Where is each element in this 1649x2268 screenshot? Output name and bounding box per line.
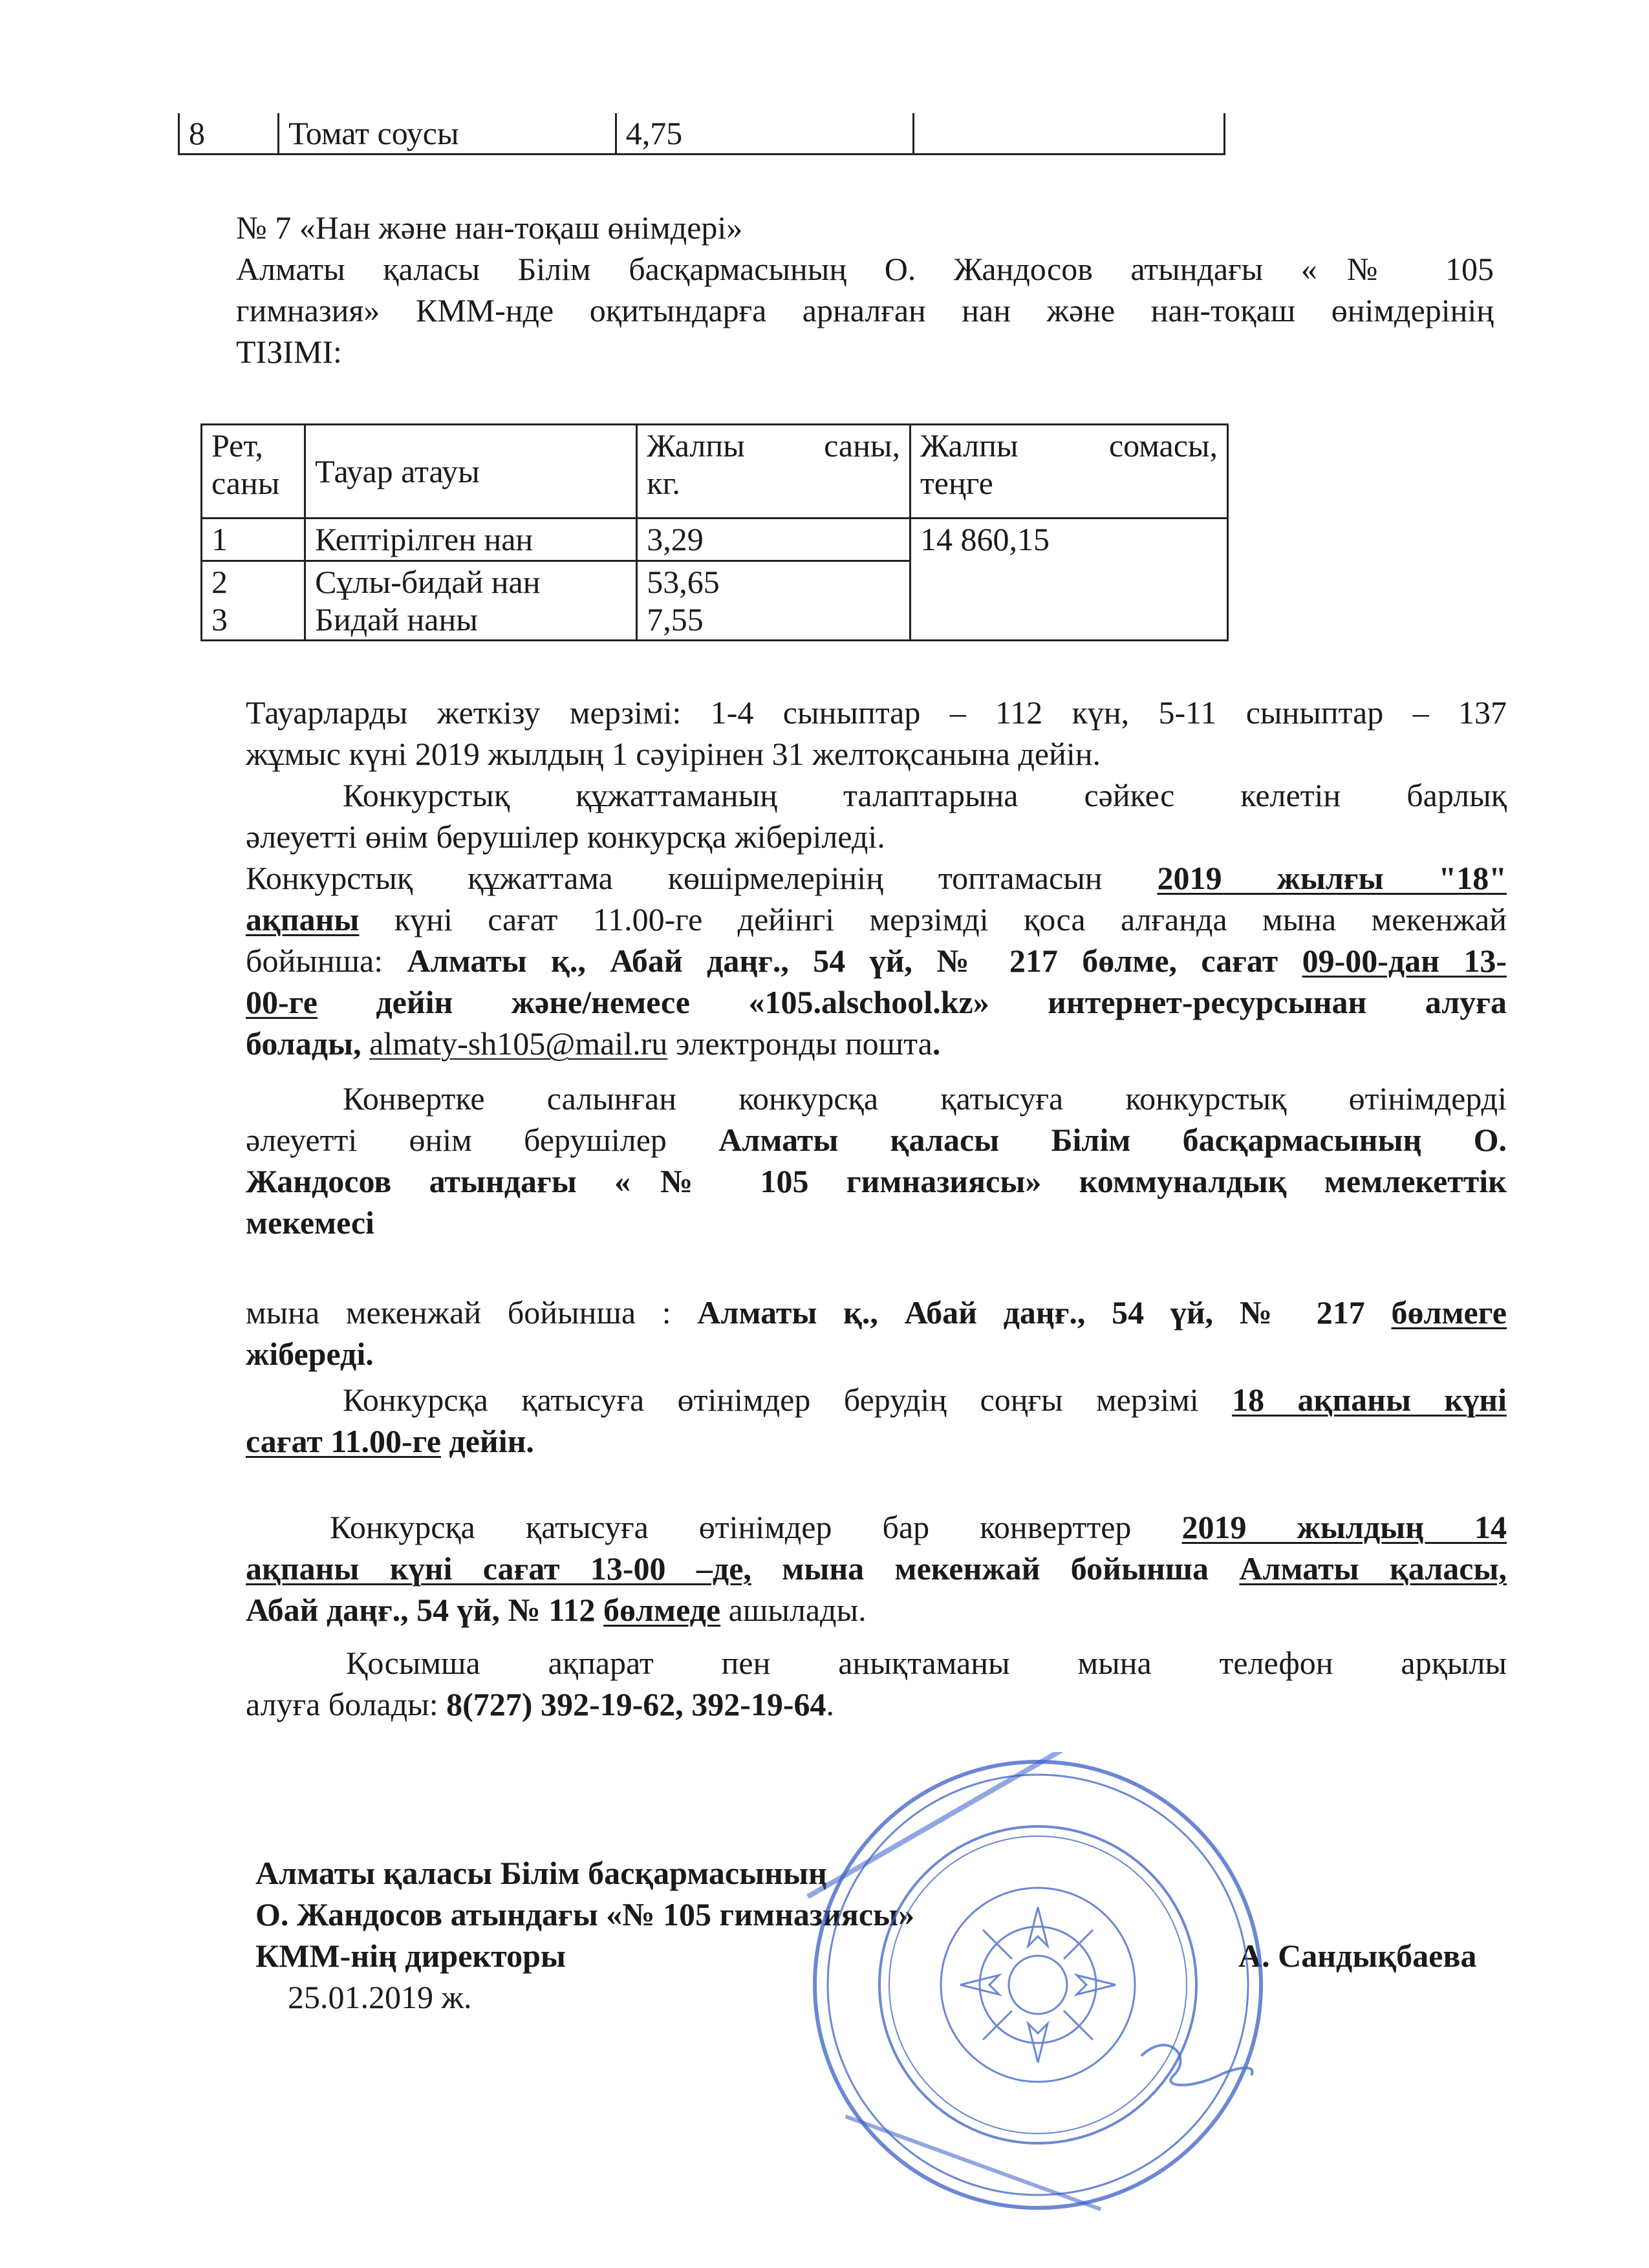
paragraph-line: Конкурстық құжаттаманың талаптарына сәйкес келетін барлық bbox=[343, 777, 1507, 813]
signature-line: Алматы қаласы Білім басқармасының bbox=[255, 1855, 827, 1891]
paragraph-line: әлеуетті өнім берушілер Алматы қаласы Білім басқармасының О. bbox=[246, 1122, 1507, 1158]
table-row bbox=[179, 113, 1225, 155]
signature-scribble bbox=[1141, 2045, 1253, 2085]
products-table bbox=[200, 423, 1229, 641]
paragraph-line: бойынша: Алматы қ., Абай даңғ., 54 үй, № 217 бөлме, сағат 09-00-дан 13- bbox=[246, 943, 1507, 979]
paragraph-line: Жандосов атындағы «№ 105 гимназиясы» коммуналдық мемлекеттік bbox=[246, 1163, 1507, 1199]
paragraph-line: әлеуетті өнім берушілер конкурсқа жіберіледі. bbox=[246, 818, 885, 855]
paragraph-line: сағат 11.00-ге дейін. bbox=[246, 1423, 534, 1459]
table-header-row bbox=[202, 425, 1228, 519]
header-text: саны bbox=[211, 465, 280, 501]
paragraph-line: 00-ге дейін және/немесе «105.alschool.kz» интернет-ресурсынан алуға bbox=[246, 984, 1507, 1020]
delivery-line: Тауарларды жеткізу мерзімі: 1-4 сыныптар – 112 күн, 5-11 сыныптар – 137 bbox=[246, 694, 1507, 731]
table-cell: 8 bbox=[179, 113, 279, 155]
delivery-line: жұмыс күні 2019 жылдың 1 сәуірінен 31 желтоқсанына дейін. bbox=[246, 736, 1101, 772]
signature-date: 25.01.2019 ж. bbox=[288, 1979, 472, 2015]
paragraph-line: Қосымша ақпарат пен анықтаманы мына телефон арқылы bbox=[346, 1645, 1507, 1681]
header-text: кг. bbox=[647, 465, 680, 501]
intro-line: гимназия» КММ-нде оқитындарға арналған нан және нан-тоқаш өнімдерінің bbox=[236, 292, 1494, 328]
paragraph-line: Конкурстық құжаттама көшірмелерінің топтамасын 2019 жылғы "18" bbox=[246, 860, 1507, 896]
official-stamp bbox=[805, 1752, 1271, 2218]
row-num: 1 bbox=[202, 519, 305, 561]
paragraph-line: Конвертке салынған конкурсқа қатысуға конкурстық өтінімдерді bbox=[343, 1080, 1507, 1117]
row-name: Кептірілген нан bbox=[305, 519, 637, 561]
intro-line: ТІЗІМІ: bbox=[236, 334, 342, 370]
paragraph-line: ақпаны күні сағат 13-00 –де, мына мекенжай бойынша Алматы қаласы, bbox=[246, 1550, 1507, 1587]
row-qty: 53,65 7,55 bbox=[637, 561, 911, 641]
intro-line: Алматы қаласы Білім басқармасының О. Жандосов атындағы «№ 105 bbox=[236, 251, 1494, 287]
paragraph-line: Конкурсқа қатысуға өтінімдер берудің соңғы мерзімі 18 ақпаны күні bbox=[343, 1382, 1507, 1418]
signature-line: О. Жандосов атындағы «№ 105 гимназиясы» bbox=[255, 1896, 915, 1932]
header-sum bbox=[910, 425, 1227, 519]
row-name: Сұлы-бидай нан Бидай наны bbox=[305, 561, 637, 641]
paragraph-line: алуға болады: 8(727) 392-19-62, 392-19-64. bbox=[246, 1686, 835, 1722]
header-text: Жалпы сомасы, bbox=[920, 427, 1218, 464]
table-row bbox=[202, 519, 1228, 561]
paragraph-line: мекемесі bbox=[246, 1204, 374, 1241]
header-qty bbox=[637, 425, 911, 519]
paragraph-line: Абай даңғ., 54 үй, № 112 бөлмеде ашылады. bbox=[246, 1592, 867, 1628]
header-text: Тауар атауы bbox=[315, 453, 480, 489]
email-link[interactable]: almaty-sh105@mail.ru bbox=[369, 1025, 668, 1062]
table-cell: 4,75 bbox=[616, 113, 913, 155]
row-qty: 3,29 bbox=[637, 519, 911, 561]
header-name bbox=[305, 425, 637, 519]
paragraph-line: мына мекенжай бойынша : Алматы қ., Абай даңғ., 54 үй, № 217 бөлмеге bbox=[246, 1294, 1507, 1331]
header-text: Рет, bbox=[211, 427, 263, 464]
paragraph-line: ақпаны күні сағат 11.00-ге дейінгі мерзімді қоса алғанда мына мекенжай bbox=[246, 901, 1507, 937]
list-heading: № 7 «Нан және нан-тоқаш өнімдері» bbox=[236, 209, 743, 246]
paragraph-line: жібереді. bbox=[246, 1336, 374, 1372]
header-num bbox=[202, 425, 305, 519]
top-table bbox=[178, 113, 1225, 155]
table-cell: Томат соусы bbox=[279, 113, 616, 155]
row-num: 2 3 bbox=[202, 561, 305, 641]
signature-line: КММ-нің директоры bbox=[255, 1938, 566, 1974]
header-text: Жалпы саны, bbox=[647, 427, 900, 464]
table-cell bbox=[914, 113, 1225, 155]
paragraph-line: болады, almaty-sh105@mail.ru электронды пошта. bbox=[246, 1025, 941, 1062]
signatory-name: А. Сандықбаева bbox=[1238, 1938, 1477, 1974]
header-text: теңге bbox=[920, 465, 993, 501]
row-total: 14 860,15 bbox=[910, 519, 1227, 641]
paragraph-line: Конкурсқа қатысуға өтінімдер бар конверттер 2019 жылдың 14 bbox=[330, 1509, 1507, 1545]
